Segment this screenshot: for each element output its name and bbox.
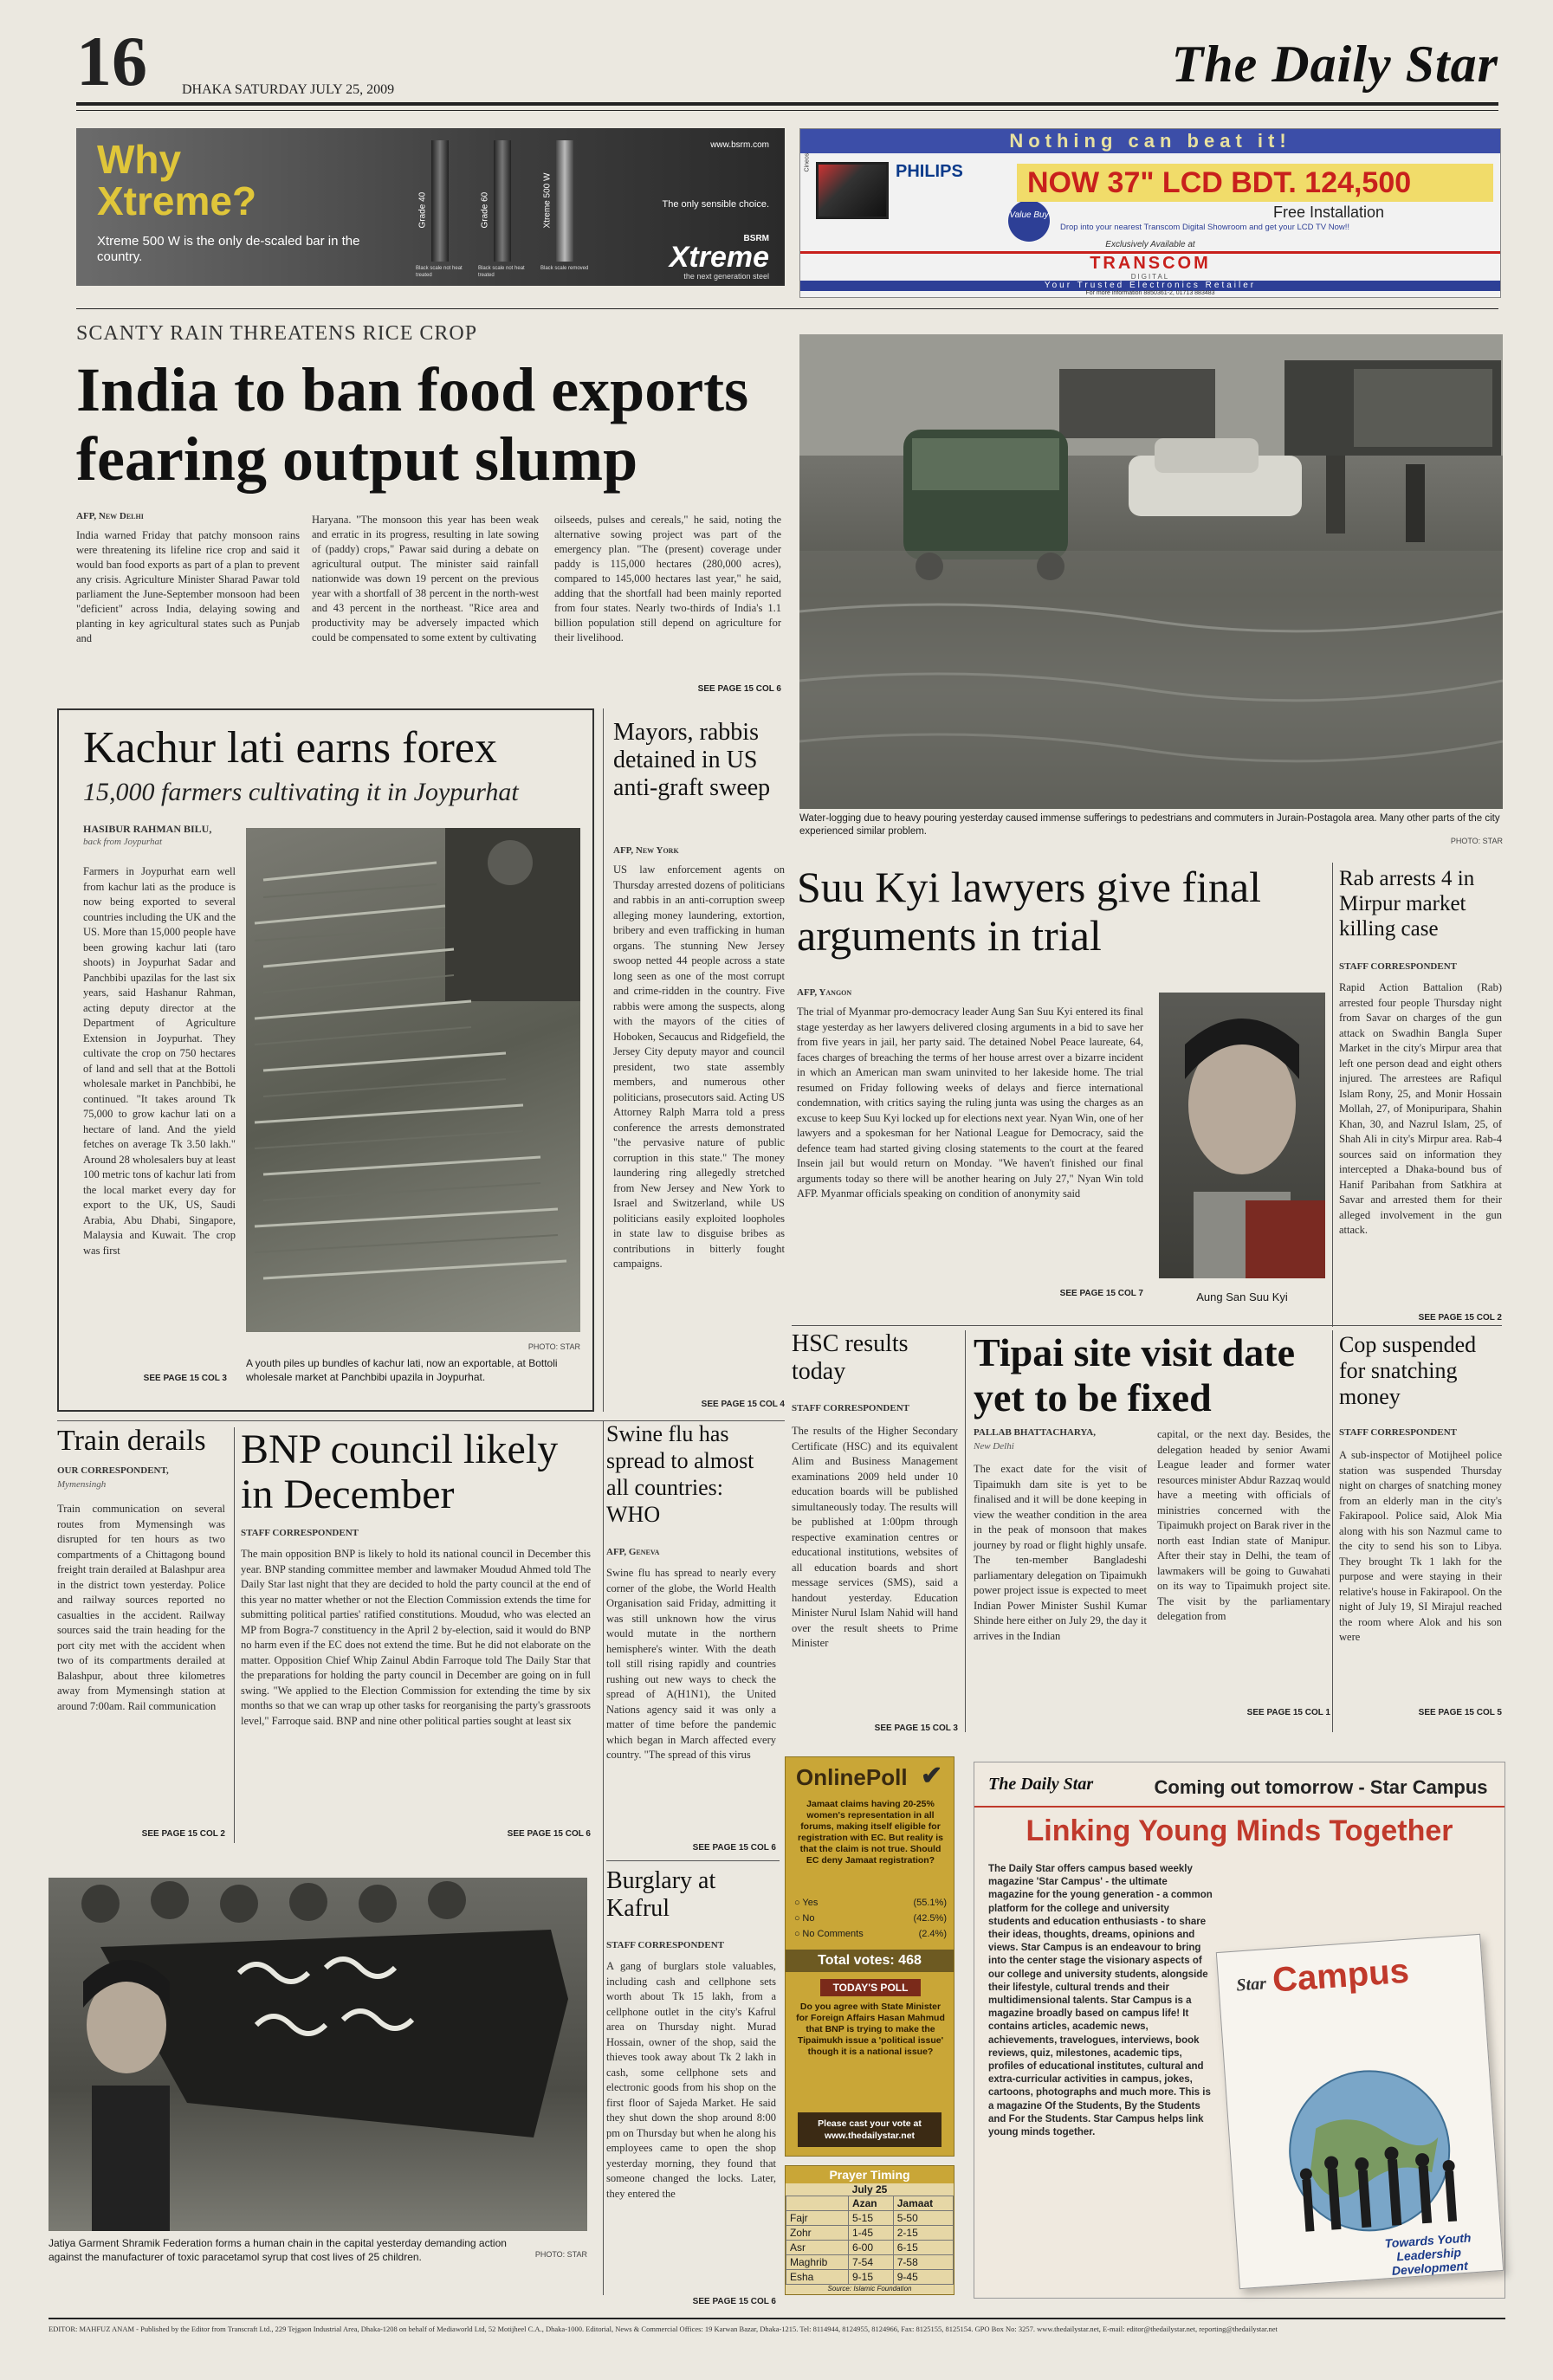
prayer-cell: 6-15 [893,2241,953,2255]
hsc-see-page: SEE PAGE 15 COL 3 [874,1724,958,1733]
philips-brand: PHILIPS [896,162,963,181]
xtreme-tagline: The only sensible choice. [662,199,769,210]
prayer-cell: Maghrib [786,2255,849,2270]
cover-tag: Towards Youth Leadership Development [1384,2230,1472,2278]
page-number: 16 [76,22,147,100]
xtreme-brand-top: BSRM [743,234,769,243]
xtreme-url: www.bsrm.com [710,140,769,150]
train-body: Train communication on several routes from Mymensingh was disrupted for ten hours as two compartments of a Chittagong bound freight train derailed at Balashpur area in the district town yesterday. Police and railway sources reported no casualties in the accident. Railway sources said the train heading for the port city met with the accident when two of its compartments derailed at Balashpur, about three kilometres away from Mymensingh station at around 7:00am. Rail communication [57,1503,225,1712]
philips-drop: Drop into your nearest Transcom Digital Showroom and get your LCD TV Now!! [1060,223,1350,232]
philips-exclusive: Exclusively Available at [1105,240,1195,249]
ad-philips[interactable] [799,128,1501,298]
burglary-body: A gang of burglars stole valuables, including cash and cellphone sets worth about Tk 15 lakh, from a cellphone outlet in the city's Kafrul area on Thursday night. Murad Hossain, owner of the shop, said the thieves took away about Tk 2 lakh in cash, some cellphone sets and electronic goods from his shop on the first floor of Sajeda Market. He said they shut down the shop around 8:00 pm on Thursday but when he along his employees came to open the shop yesterday morning, they found that someone changed the locks. Later, they entered the [606,1960,776,2200]
swine-body: Swine flu has spread to nearly every corner of the globe, the World Health Organisation said Friday, admitting it was still unknown how the virus would mutate in the northern hemisphere's winter. With the death toll still rising rapidly and countries rushing out new ways to check the spread of A(H1N1), the United Nations agency said it was only a matter of time before the pandemic which began in March affected every country. "The spread of this virus [606,1567,776,1761]
burglary-see-page: SEE PAGE 15 COL 6 [692,2297,776,2306]
hsc-byline: STAFF CORRESPONDENT [792,1403,909,1413]
train-see-page: SEE PAGE 15 COL 2 [141,1829,225,1839]
tv-model: Cineos [804,152,811,172]
campus-logo: The Daily Star [988,1775,1094,1794]
value-buy-text: Value Buy [1009,210,1049,220]
prayer-cell: 7-54 [848,2255,893,2270]
bar-note-2: Black scale not heat treated [478,266,525,278]
rab-body: Rapid Action Battalion (Rab) arrested four people Thursday night from Savar on charges of the gun attack on Swadhin Bangla Super Market in the city's Mirpur area that left one person dead and eight others injured. The arrestees are Rafiqul Islam Rony, 25, and Monir Hossain Mollah, 27, of Monipuripara, Shahin Khan, 30, and Nazrul Islam, 25, of Shah Ali in city's Mirpur area. Rab-4 sources said on information they intercepted a Dhaka-bound bus of Hanif Paribahan from Satkhira at Savar and arrested them for their alleged involvement in the gun attack. [1339,981,1502,1236]
prayer-cell: 2-15 [893,2226,953,2241]
col-divider-rab [1332,863,1333,1327]
poll-today-question: Do you agree with State Minister for Foreign Affairs Hasan Mahmud that BNP is trying to make the Tipaimukh issue a 'political issue' though it is a national issue? [796,2002,945,2057]
philips-digital: DIGITAL [1130,273,1170,281]
rab-byline: STAFF CORRESPONDENT [1339,961,1457,972]
cop-see-page: SEE PAGE 15 COL 5 [1418,1708,1502,1717]
poll-radio-icon[interactable]: ○ [794,1898,800,1908]
lead-col2: Haryana. "The monsoon this year has been weak and erratic in its progress, resulting in late sowing of (paddy) crops," Pawar said during a debate on agricultural output. The minister said rainfall nationwide was down 19 percent on the previous year with a shortfall of 38 percent in the north-west and 43 percent in the northeast. "Rice area and productivity may be adversely impacted which could be compensated to some extent by cultivating [312,514,539,644]
bar-label-2: Grade 60 [480,191,490,229]
steel-bar-1 [431,140,449,262]
value-buy-badge [1008,200,1050,242]
bnp-byline: STAFF CORRESPONDENT [241,1528,359,1538]
xtreme-brand: Xtreme [669,241,769,274]
lead-see-page: SEE PAGE 15 COL 6 [697,684,781,694]
prayer-cell: 1-45 [848,2226,893,2241]
poll-radio-icon[interactable]: ○ [794,1913,800,1924]
prayer-cell: Zohr [786,2226,849,2241]
philips-retailer: TRANSCOM [1090,254,1211,273]
philips-top-banner: Nothing can beat it! [800,129,1500,153]
masthead-dateline: DHAKA SATURDAY JULY 25, 2009 [182,82,395,97]
prayer-cell: Esha [786,2270,849,2285]
masthead-logo: The Daily Star [1171,36,1498,93]
bar-note-3: Black scale removed [540,266,589,271]
prayer-row [786,2241,954,2255]
prayer-source: Source: Islamic Foundation [827,2285,912,2293]
rab-headline: Rab arrests 4 in Mirpur market killing case [1339,867,1475,941]
col-divider-swine [603,1420,604,2295]
prayer-cell: 7-58 [893,2255,953,2270]
masthead-rule [76,102,1498,106]
prayer-header-cell: Azan [848,2196,893,2211]
section-rule-burglary [606,1860,780,1861]
footer-imprint: EDITOR: MAHFUZ ANAM - Published by the Editor from Transcraft Ltd., 229 Tejgaon Industrial Area, Dhaka-1208 on behalf of Mediaworld Ltd, 52 Motijheel C.A., Dhaka-1000. Editorial, News & Commercial Offices: 19 Karwan Bazar, Dhaka-1215. Tel: 8114944, 8124955, 8124966, Fax: 8125155, 8125154. GPO Box No: 3257. www.thedailystar.net, E-mail: editor@thedailystar.net, reporting@thedailystar.net [49,2325,1278,2333]
prayer-row [786,2226,954,2241]
campus-header-band [974,1806,1504,1808]
ad-xtreme[interactable] [76,128,785,286]
photo-bottom-credit: PHOTO: STAR [534,2250,587,2259]
suukyi-portrait [1159,993,1325,1278]
photo-top-caption: Water-logging due to heavy pouring yesterday caused immense sufferings to pedestrians and commuters in Jurain-Postagola area. Many other parts of the city experienced similar problem. [799,813,1500,837]
poll-title: OnlinePoll [796,1764,908,1790]
steel-bar-2 [494,140,511,262]
poll-option-nocomment[interactable] [794,1929,947,1939]
poll-option-label: No [802,1913,815,1924]
bnp-headline: BNP council likely in December [241,1426,559,1517]
lead-byline: AFP, New Delhi [76,511,144,521]
bnp-body: The main opposition BNP is likely to hold its national council in December this year. BNP standing committee member and lawmaker Moudud Ahmed told The Daily Star last night that they are decided to hold the party council at the end of this year no matter whether or not the Election Commission extends the time for submitting political parties' ratified constitutions. Moudud, who was elected an MP from Bogra-7 constituency in the April 2 by-election, said it would do BNP no harm even if the EC does not extend the time. But he did not elaborate on the matter. Opposition Chief Whip Zainul Abdin Farroque told The Daily Star that the preparations for holding the party council in December are going on in full swing. "We applied to the Election Commission for extending the time by six months so that we can wrap up other tasks for reorganising the party's grassroots level," Farroque said. BNP and nine other political parties sought at least six [241,1548,591,1727]
kachur-subhead: 15,000 farmers cultivating it in Joypurhat [83,778,519,806]
suukyi-headline: Suu Kyi lawyers give final arguments in trial [797,863,1262,960]
philips-install: Free Installation [1272,204,1385,221]
prayer-cell: Fajr [786,2211,849,2226]
kachur-dateline: back from Joypurhat [83,837,163,847]
photo-human-chain [49,1878,587,2231]
tipai-byline: PALLAB BHATTACHARYA, [974,1427,1097,1438]
prayer-cell: Asr [786,2241,849,2255]
train-byline: OUR CORRESPONDENT, [57,1465,169,1476]
photo-waterlogging [799,334,1503,809]
kachur-caption: A youth piles up bundles of kachur lati, now an exportable, at Bottoli wholesale market at Panchbibi upazila in Joypurhat. [246,1357,558,1383]
bar-label-3: Xtreme 500 W [542,172,553,229]
burglary-byline: STAFF CORRESPONDENT [606,1940,724,1950]
poll-today-label: TODAY'S POLL [820,1979,921,1996]
photo-suukyi [1159,993,1325,1278]
train-headline: Train derails [57,1425,206,1457]
swine-headline: Swine flu has spread to almost all countries: WHO [606,1421,754,1527]
col-divider-tipai [965,1330,966,1732]
campus-cover [1216,1934,1504,2289]
poll-check-icon: ✔ [921,1762,943,1790]
prayer-row [786,2270,954,2285]
burglary-headline: Burglary at Kafrul [606,1867,716,1922]
suukyi-byline: AFP, Yangon [797,987,852,998]
mayors-headline: Mayors, rabbis detained in US anti-graft sweep [613,719,771,801]
prayer-cell: 5-50 [893,2211,953,2226]
prayer-header-cell: Jamaat [893,2196,953,2211]
kachur-see-page: SEE PAGE 15 COL 3 [143,1374,227,1383]
philips-trusted: Your Trusted Electronics Retailer [800,281,1500,291]
mayors-byline: AFP, New York [613,845,679,856]
cop-body: A sub-inspector of Motijheel police station was suspended Thursday night on charges of snatching money from an elderly man in the city's Fakirapool. Police said, Alok Mia along with his son Nazmul came to the city to send his son to Libya. They brought Tk 1 lakh for the purpose and were staying in their relative's house in Fakirapool. On the night of July 19, SI Mirajul reached the room where Alok and his son were [1339,1449,1502,1643]
prayer-cell: 6-00 [848,2241,893,2255]
poll-option-pct: (42.5%) [913,1913,947,1924]
tipai-col2: capital, or the next day. Besides, the delegation headed by senior Awami League leader and former water resources minister Abdur Razzaq would have a meeting with officials of ministries concerned with the Tipaimukh project on Barak river in the north east Indian state of Manipur. After their stay in Delhi, the team of lawmakers will be going to Guwahati on its way to Tipaimukh project site. The visit by the parliamentary delegation from [1157,1428,1330,1622]
human-chain-scene [49,1878,587,2231]
col-divider-mayors [603,708,604,1412]
poll-radio-icon[interactable]: ○ [794,1929,800,1939]
photo-kachur [246,828,580,1332]
lead-col1: India warned Friday that patchy monsoon rains were threatening its lifeline rice crop and said it would ban food exports as part of a plan to prevent any crisis. Agriculture Minister Sharad Pawar told parliament the June-September monsoon had been "deficient" across India, delaying sowing and planting in key agricultural states such as Punjab and [76,529,300,644]
xtreme-brand-sub: the next generation steel [683,272,769,281]
cover-star: Star [1235,1974,1267,1995]
kachur-headline: Kachur lati earns forex [83,723,497,773]
mayors-see-page: SEE PAGE 15 COL 4 [701,1400,785,1409]
poll-option-pct: (55.1%) [913,1898,947,1908]
cop-byline: STAFF CORRESPONDENT [1339,1427,1457,1438]
tipai-dateline: New Delhi [974,1441,1014,1452]
suukyi-see-page: SEE PAGE 15 COL 7 [1059,1289,1143,1298]
philips-offer: NOW 37" LCD BDT. 124,500 [1017,164,1493,202]
prayer-title: Prayer Timing [786,2166,954,2183]
ad-divider [76,308,1498,309]
prayer-table [786,2196,954,2285]
rab-see-page: SEE PAGE 15 COL 2 [1418,1313,1502,1323]
prayer-header-row [786,2196,954,2211]
poll-option-yes[interactable] [794,1898,947,1908]
prayer-cell: 9-45 [893,2270,953,2285]
photo-bottom-caption: Jatiya Garment Shramik Federation forms a human chain in the capital yesterday demanding action against the manufacturer of toxic paracetamol syrup that cost lives of 25 children. [49,2237,507,2263]
steel-bar-3 [556,140,573,262]
online-poll[interactable] [785,1756,954,2157]
suukyi-body: The trial of Myanmar pro-democracy leader Aung San Suu Kyi entered its final stage yesterday as her lawyers delivered closing arguments in a bid to save her from five years in jail, her party said. The detained Nobel Peace laureate, 64, faces charges of breaching the terms of her house arrest over a bizarre incident in which an American man swam uninvited to her lakeside home. The trial resumed on Friday following weeks of delays and fierce international condemnation, with critics saying the ruling junta was using the charges as an excuse to keep Suu Kyi locked up for elections next year. Nyan Win, one of her lawyers and a spokesman for her National League for Democracy, said the defence team had started giving closing statements to the court at the feared Insein jail but would return on Monday. "We haven't finished our final arguments today so there will be another hearing on July 27," Nyan Win told AFP. Myanmar officials speaking on condition of anonymity said [797,1006,1143,1200]
poll-option-label: No Comments [802,1929,864,1939]
tipai-col1: The exact date for the visit of Tipaimukh dam site is yet to be finalised and it will be done keeping in view the weather condition in the area in the peak of monsoon that makes journey by road or flight highly unsafe. The ten-member Bangladeshi parliamentary delegation on Tipaimukh power project issue is expected to meet Indian Power Minister Sushil Kumar Shinde here either on July 29, the day it arrives in the Indian [974,1463,1147,1642]
poll-option-pct: (2.4%) [918,1929,947,1939]
prayer-date: July 25 [851,2183,888,2196]
prayer-row [786,2211,954,2226]
kachur-byline: HASIBUR RAHMAN BILU, [83,823,212,835]
poll-option-label: Yes [802,1898,819,1908]
prayer-row [786,2255,954,2270]
kachur-body: Farmers in Joypurhat earn well from kachur lati as the produce is now being exported to several countries including the UK and the US. More than 15,000 people have been growing kachur lati (taro shoots) in Joypurhat Sadar and Panchbibi upazilas for the last six years, said Hashanur Rahman, acting deputy director at the Department of Agriculture Extension in Joypurhat. They cultivate the crop on 750 hectares of land and sell that at the Bottoli wholesale market in Panchbibi, he continued. "It takes around Tk 75,000 to grow kachur lati on a hectare of land. And the yield fetches on average Tk 3.50 lakh." Around 28 wholesalers buy at least 100 metric tons of kachur lati from the local market every day for export to the UK, US, Saudi Arabia, Abu Dhabi, Singapore, Malaysia and Kuwait. The crop was first [83,865,236,1257]
prayer-cell: 5-15 [848,2211,893,2226]
tipai-see-page: SEE PAGE 15 COL 1 [1246,1708,1330,1717]
xtreme-headline: Why Xtreme? [97,137,257,223]
swine-see-page: SEE PAGE 15 COL 6 [692,1843,776,1853]
philips-info: For more information 8850361-2, 01713 883483 [1085,290,1215,296]
lead-kicker: SCANTY RAIN THREATENS RICE CROP [76,322,478,345]
mayors-body: US law enforcement agents on Thursday arrested dozens of politicians and rabbis in an anti-corruption sweep alleging money laundering, extortion, bribery and even trafficking in human organs. The stunning New Jersey swoop netted 44 people across a state long seen as one of the most corrupt and crime-ridden in the country. Five rabbis were among the suspects, along with the mayors of the cities of Hoboken, Secaucus and Ridgefield, the Jersey City deputy mayor and council president, two state assembly members, and numerous other politicians, prosecutors said. Acting US Attorney Ralph Marra told a press conference the arrests demonstrated "the pervasive nature of public corruption in this state." The money laundering ring allegedly stretched from New Jersey and New York to Israel and Switzerland, while US politicians easily exploited loopholes in state law to disguise bribes as contributions in bitterly fought campaigns. [613,863,785,1270]
kachur-credit: PHOTO: STAR [527,1342,580,1351]
hsc-headline: HSC results today [792,1330,909,1385]
section-rule-mid [792,1325,1502,1326]
col-divider-bnp [234,1427,235,1843]
poll-question: Jamaat claims having 20-25% women's representation in all forums, making itself eligible for registration with EC. But reality is that the claim is not true. Should EC deny Jamaat registration? [797,1799,944,1866]
campus-coming: Coming out tomorrow - Star Campus [1154,1776,1488,1798]
campus-body: The Daily Star offers campus based weekly magazine 'Star Campus' - the ultimate magazine for the young generation - a common platform for the college and university students and education enthusiasts - to share their ideas, thoughts, dreams, opinions and views. Star Campus is an endeavour to bring into the center stage the visionary aspects of our college and university students, alongside their lifestyle, cultural trends and their multidimensional talents. Star Campus is a magazine broadly based on campus life! It contains articles, academic news, achievements, travelogues, interviews, book reviews, quiz, milestones, academic tips, profiles of educational institutes, cultural and extra-curricular activities in campus, jokes, cartoons, photographs and much more. This is a magazine Of the Students, By the Students and For the Students. Star Campus helps link young minds together. [988,1864,1213,2138]
lead-col3: oilseeds, pulses and cereals," he said, noting the alternative sowing project was part of the emergency plan. "The (present) coverage under paddy is 115,000 hectares (280,000 acres), compared to 145,000 hectares last year," he said, adding that the shortfall had been mainly reported from four states. Nearly two-thirds of India's 1.1 billion population still depend on agriculture for their livelihood. [554,514,781,644]
prayer-header-cell [786,2196,849,2211]
kachur-scene [246,828,580,1332]
poll-cta[interactable]: Please cast your vote at www.thedailystar.net [798,2112,942,2147]
bar-label-1: Grade 40 [417,191,428,229]
tipai-headline: Tipai site visit date yet to be fixed [974,1330,1296,1420]
masthead-rule-thin [76,110,1498,111]
hsc-body: The results of the Higher Secondary Certificate (HSC) and its equivalent Alim and Business Management examinations 2009 held under 10 education boards will be published simultaneously today. The results will be published at 1:00pm through respective examination centres or educational institutions, websites of all education boards and short message services (SMS), said a handout yesterday. Education Minister Nurul Islam Nahid will hand over the result sheets to Prime Minister [792,1425,958,1649]
train-dateline: Mymensingh [57,1479,107,1490]
col-divider-cop [1332,1330,1333,1732]
footer-rule [49,2318,1505,2319]
bar-note-1: Black scale not heat treated [416,266,463,278]
campus-headline: Linking Young Minds Together [1026,1814,1453,1847]
prayer-timing [785,2165,954,2295]
xtreme-sub: Xtreme 500 W is the only de-scaled bar in the country. [97,234,360,264]
cover-title: Campus [1271,1951,1411,2000]
suukyi-photo-caption: Aung San Suu Kyi [1196,1290,1288,1303]
tv-image [816,162,889,219]
waterlogging-scene [799,334,1503,809]
poll-total: Total votes: 468 [786,1950,954,1972]
ad-star-campus[interactable] [974,1762,1505,2299]
poll-option-no[interactable] [794,1913,947,1924]
lead-headline: India to ban food exports fearing output slump [76,355,749,494]
bnp-see-page: SEE PAGE 15 COL 6 [507,1829,591,1839]
photo-top-credit: PHOTO: STAR [1450,837,1503,845]
cop-headline: Cop suspended for snatching money [1339,1332,1477,1409]
swine-byline: AFP, Geneva [606,1547,660,1557]
prayer-cell: 9-15 [848,2270,893,2285]
